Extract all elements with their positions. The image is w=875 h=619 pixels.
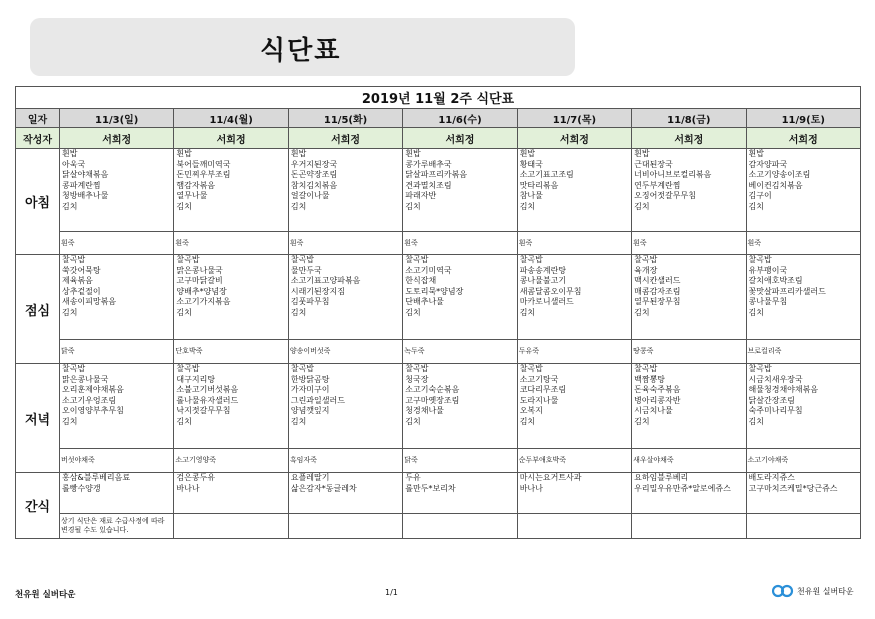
menu-item: 새콤달콤오이무침: [519, 286, 582, 296]
menu-cell: [403, 149, 517, 232]
menu-item: 소고기미역국: [405, 265, 452, 275]
menu-item: 시래기된장지짐: [290, 286, 345, 296]
porridge-cell: 새우살야채죽: [632, 449, 746, 473]
menu-item: 김치: [405, 307, 421, 317]
menu-item: 바나나: [519, 483, 543, 493]
menu-item: 찰곡밥: [748, 364, 772, 373]
menu-item: 청국장: [405, 374, 429, 384]
menu-item: 양배추*양념장: [176, 286, 227, 296]
menu-item: 김치: [405, 201, 421, 211]
menu-item: 햄감자볶음: [176, 180, 216, 190]
porridge-cell: 양송이버섯죽: [288, 340, 402, 364]
menu-cell: [403, 255, 517, 340]
menu-cell: [632, 149, 746, 232]
menu-cell: [60, 255, 174, 340]
page-title: 식단표: [260, 36, 342, 66]
porridge-cell: 흰죽: [632, 232, 746, 255]
porridge-cell: 브로컬리죽: [746, 340, 860, 364]
menu-item: 흰밥: [176, 149, 192, 158]
menu-cell: [746, 473, 860, 514]
menu-item: 흰밥: [62, 149, 78, 158]
menu-cell: [403, 473, 517, 514]
menu-item: 소고기표고조림: [519, 170, 574, 180]
menu-item: 한식잡채: [405, 276, 437, 286]
menu-item: 너비아니브로컬리볶음: [634, 170, 712, 180]
menu-item: 시금치나물: [634, 406, 673, 416]
menu-item: 매콤감자조림: [634, 286, 681, 296]
author-cell: 서희정: [60, 128, 174, 149]
menu-item: 양념깻잎지: [290, 406, 330, 416]
menu-item: 감자양파국: [748, 159, 788, 169]
menu-item: 견과멸치조림: [405, 180, 452, 190]
menu-item: 맛타리볶음: [519, 180, 559, 190]
menu-item: 콩나물무침: [748, 297, 788, 307]
menu-item: 김치: [405, 416, 421, 426]
date-cell: 11/9(토): [746, 109, 860, 128]
menu-cell: [60, 473, 174, 514]
menu-item: 소불고기버섯볶음: [176, 385, 239, 395]
meal-row: [16, 255, 861, 340]
porridge-cell: 땅콩죽: [632, 340, 746, 364]
menu-item: 배도라지쥬스: [748, 473, 795, 482]
menu-item: 찰곡밥: [62, 255, 86, 264]
menu-item: 김치: [176, 307, 192, 317]
menu-item: 찰곡밥: [748, 255, 772, 264]
footer-logo: [772, 583, 854, 599]
menu-item: 열무된장무침: [634, 297, 681, 307]
porridge-cell: 닭죽: [403, 449, 517, 473]
menu-item: 김치: [519, 201, 536, 211]
porridge-cell: 녹두죽: [403, 340, 517, 364]
menu-item: 흰밥: [634, 149, 650, 158]
menu-cell: [632, 255, 746, 340]
menu-item: 닭살간장조림: [748, 395, 795, 405]
menu-item: 꽃맛살파프리카샐러드: [748, 286, 826, 296]
menu-item: 찰곡밥: [405, 364, 429, 373]
menu-item: 찰곡밥: [634, 364, 658, 373]
menu-item: 그린과일샐러드: [290, 395, 345, 405]
logo-icon: [772, 583, 794, 599]
date-row: [16, 109, 861, 128]
menu-item: 연두부계란찜: [634, 180, 681, 190]
menu-item: 닭살파프리카볶음: [405, 170, 468, 180]
porridge-cell: 버섯야채죽: [60, 449, 174, 473]
menu-cell: [517, 149, 631, 232]
author-row: [16, 128, 861, 149]
menu-cell: [517, 473, 631, 514]
porridge-cell: 흰죽: [517, 232, 631, 255]
date-label: 일자: [16, 109, 60, 128]
sub-row: [16, 449, 861, 473]
menu-item: 요하임블루베리: [634, 473, 689, 482]
menu-item: 한방닭곰탕: [290, 374, 330, 384]
menu-item: 소고기탕국: [519, 374, 559, 384]
menu-item: 소고기우엉조림: [62, 395, 117, 405]
author-cell: 서희정: [632, 128, 746, 149]
menu-item: 열무나물: [176, 191, 208, 201]
page-number: 1/1: [385, 588, 398, 597]
menu-item: 낙지젓갈무무침: [176, 406, 231, 416]
menu-item: 찰곡밥: [519, 364, 543, 373]
menu-item: 단배추나물: [405, 297, 444, 307]
menu-item: 돈곤약장조림: [290, 170, 338, 180]
menu-item: 삶은감자*동글레차: [290, 483, 357, 493]
menu-cell: [60, 364, 174, 449]
menu-item: 해물청경채야채볶음: [748, 385, 819, 395]
sub-row: [16, 232, 861, 255]
menu-item: 김치: [290, 201, 307, 211]
menu-item: 검은콩두유: [176, 473, 216, 482]
menu-item: 김치: [176, 201, 192, 211]
menu-cell: [288, 255, 402, 340]
porridge-cell: 흰죽: [174, 232, 288, 255]
date-cell: 11/5(화): [288, 109, 402, 128]
menu-item: 소고기표고양파볶음: [290, 276, 361, 286]
menu-item: 콩파계란찜: [62, 180, 101, 190]
author-cell: 서희정: [403, 128, 517, 149]
meal-category: 저녁: [16, 364, 60, 473]
menu-item: 김치: [176, 416, 192, 426]
menu-item: 김풋파무침: [290, 297, 330, 307]
menu-item: 김치: [519, 307, 536, 317]
empty-cell: [288, 514, 402, 539]
menu-item: 고구마옛장조림: [405, 395, 460, 405]
table-title-row: [16, 87, 861, 109]
menu-item: 도토리묵*양념장: [405, 286, 464, 296]
footer-org: 천유원 실버타운: [15, 590, 76, 600]
menu-item: 청경채나물: [405, 406, 444, 416]
meal-category: 아침: [16, 149, 60, 255]
author-cell: 서희정: [746, 128, 860, 149]
menu-item: 소고기가지볶음: [176, 297, 231, 307]
empty-cell: [746, 514, 860, 539]
empty-cell: [632, 514, 746, 539]
author-cell: 서희정: [288, 128, 402, 149]
menu-item: 소고기양송이조림: [748, 170, 811, 180]
menu-item: 맑은콩나물국: [62, 374, 109, 384]
table-title: 2019년 11월 2주 식단표: [16, 87, 861, 109]
sub-row: [16, 514, 861, 539]
meal-category: 점심: [16, 255, 60, 364]
porridge-cell: 소고기영양죽: [174, 449, 288, 473]
menu-item: 유부팽이국: [748, 265, 788, 275]
menu-item: 오이영양부추무침: [62, 406, 124, 416]
menu-item: 콩가루배추국: [405, 159, 452, 169]
menu-item: 김치: [634, 201, 650, 211]
menu-item: 코다리무조림: [519, 385, 567, 395]
menu-item: 청방배추나물: [62, 191, 109, 201]
menu-item: 롤빵수양갱: [62, 483, 101, 493]
author-cell: 서희정: [174, 128, 288, 149]
menu-item: 대구지리탕: [176, 374, 216, 384]
menu-item: 고구마치즈케밀*당근쥬스: [748, 483, 838, 493]
menu-cell: [632, 364, 746, 449]
menu-table: [15, 86, 861, 539]
menu-item: 흰밥: [748, 149, 764, 158]
menu-item: 고구마닭갈비: [176, 276, 223, 286]
menu-cell: [632, 473, 746, 514]
porridge-cell: 단호박죽: [174, 340, 288, 364]
menu-item: 홍삼&블루베리음료: [62, 473, 131, 482]
menu-item: 찰곡밥: [176, 364, 200, 373]
date-cell: 11/3(일): [60, 109, 174, 128]
menu-cell: [174, 473, 288, 514]
menu-item: 시금치새우장국: [748, 374, 803, 384]
date-cell: 11/6(수): [403, 109, 517, 128]
menu-item: 흰밥: [519, 149, 536, 158]
menu-item: 찰곡밥: [405, 255, 429, 264]
menu-item: 롤나물유자샐러드: [176, 395, 239, 405]
menu-item: 찰곡밥: [62, 364, 86, 373]
menu-item: 참치김치볶음: [290, 180, 338, 190]
menu-item: 김치: [748, 201, 764, 211]
empty-cell: [517, 514, 631, 539]
menu-item: 맥시칸샐러드: [634, 276, 681, 286]
menu-cell: [60, 149, 174, 232]
menu-item: 오복지: [519, 406, 543, 416]
menu-item: 콩나물불고기: [519, 276, 567, 286]
empty-cell: [403, 514, 517, 539]
porridge-cell: 닭죽: [60, 340, 174, 364]
menu-item: 파송송계란탕: [519, 265, 567, 275]
menu-item: 황태국: [519, 159, 543, 169]
menu-item: 베이컨김치볶음: [748, 180, 803, 190]
menu-item: 찰곡밥: [290, 364, 315, 373]
menu-item: 마시는요거트사과: [519, 473, 582, 482]
menu-item: 찰곡밥: [290, 255, 315, 264]
menu-item: 맑은콩나물국: [176, 265, 223, 275]
sub-row: [16, 340, 861, 364]
menu-item: 김구이: [748, 191, 772, 201]
author-label: 작성자: [16, 128, 60, 149]
menu-item: 도라지나물: [519, 395, 559, 405]
menu-cell: [174, 149, 288, 232]
menu-item: 얼갈이나물: [290, 191, 330, 201]
menu-item: 새송이피망볶음: [62, 297, 117, 307]
menu-cell: [174, 364, 288, 449]
menu-item: 참나물: [519, 191, 543, 201]
menu-item: 숙주미나리무침: [748, 406, 803, 416]
meal-category: 간식: [16, 473, 60, 539]
empty-cell: [174, 514, 288, 539]
porridge-cell: 소고기야채죽: [746, 449, 860, 473]
menu-item: 두유: [405, 473, 421, 482]
menu-item: 오징어젓갈무무침: [634, 191, 696, 201]
menu-item: 백짬뽕탕: [634, 374, 666, 384]
porridge-cell: 흰죽: [288, 232, 402, 255]
menu-item: 흰밥: [290, 149, 307, 158]
meal-row: [16, 364, 861, 449]
porridge-cell: 두유죽: [517, 340, 631, 364]
menu-item: 우거지된장국: [290, 159, 338, 169]
menu-item: 갈치애호박조림: [748, 276, 803, 286]
notice-cell: 상기 식단은 재료 수급사정에 따라 변경될 수도 있습니다.: [60, 514, 174, 539]
author-cell: 서희정: [517, 128, 631, 149]
menu-cell: [746, 149, 860, 232]
menu-item: 병아리콩자반: [634, 395, 681, 405]
menu-item: 제육볶음: [62, 276, 93, 286]
menu-item: 소고기숙순볶음: [405, 385, 460, 395]
meal-row: [16, 149, 861, 232]
menu-cell: [174, 255, 288, 340]
menu-item: 우리밀우유만쥬*알로에쥬스: [634, 483, 731, 493]
menu-item: 오리훈제야채볶음: [62, 385, 124, 395]
menu-item: 근대된장국: [634, 159, 673, 169]
menu-item: 김치: [62, 201, 78, 211]
title-banner: [30, 18, 575, 76]
menu-item: 김치: [519, 416, 536, 426]
menu-item: 김치: [634, 307, 650, 317]
porridge-cell: 흰죽: [403, 232, 517, 255]
date-cell: 11/7(목): [517, 109, 631, 128]
logo-text: 천유원 실버타운: [797, 586, 854, 596]
menu-item: 김치: [748, 307, 764, 317]
menu-item: 마카로니샐러드: [519, 297, 574, 307]
meal-row: [16, 473, 861, 514]
porridge-cell: 흰죽: [746, 232, 860, 255]
porridge-cell: 순두부애호박죽: [517, 449, 631, 473]
menu-item: 김치: [748, 416, 764, 426]
menu-item: 북어들깨미역국: [176, 159, 231, 169]
menu-item: 김치: [62, 307, 78, 317]
menu-item: 육개장: [634, 265, 658, 275]
porridge-cell: 흑임자죽: [288, 449, 402, 473]
menu-item: 찰곡밥: [176, 255, 200, 264]
menu-item: 돈민찌우부조림: [176, 170, 231, 180]
menu-item: 찰곡밥: [634, 255, 658, 264]
menu-item: 김치: [290, 416, 307, 426]
menu-item: 쑥갓어묵탕: [62, 265, 101, 275]
porridge-cell: 흰죽: [60, 232, 174, 255]
menu-item: 돈육숙주볶음: [634, 385, 681, 395]
menu-item: 파래자반: [405, 191, 437, 201]
menu-item: 상추겉절이: [62, 286, 101, 296]
menu-cell: [288, 364, 402, 449]
menu-item: 흰밥: [405, 149, 421, 158]
menu-cell: [403, 364, 517, 449]
menu-cell: [517, 364, 631, 449]
menu-cell: [517, 255, 631, 340]
menu-item: 요플레딸기: [290, 473, 330, 482]
menu-cell: [288, 473, 402, 514]
menu-item: 김치: [290, 307, 307, 317]
menu-item: 바나나: [176, 483, 200, 493]
menu-item: 김치: [62, 416, 78, 426]
menu-cell: [288, 149, 402, 232]
menu-item: 물만두국: [290, 265, 322, 275]
menu-item: 롤만두*보리차: [405, 483, 456, 493]
menu-cell: [746, 255, 860, 340]
date-cell: 11/8(금): [632, 109, 746, 128]
date-cell: 11/4(월): [174, 109, 288, 128]
menu-item: 닭살야채볶음: [62, 170, 109, 180]
menu-item: 김치: [634, 416, 650, 426]
menu-cell: [746, 364, 860, 449]
menu-item: 아욱국: [62, 159, 86, 169]
menu-item: 가자미구이: [290, 385, 330, 395]
menu-item: 찰곡밥: [519, 255, 543, 264]
